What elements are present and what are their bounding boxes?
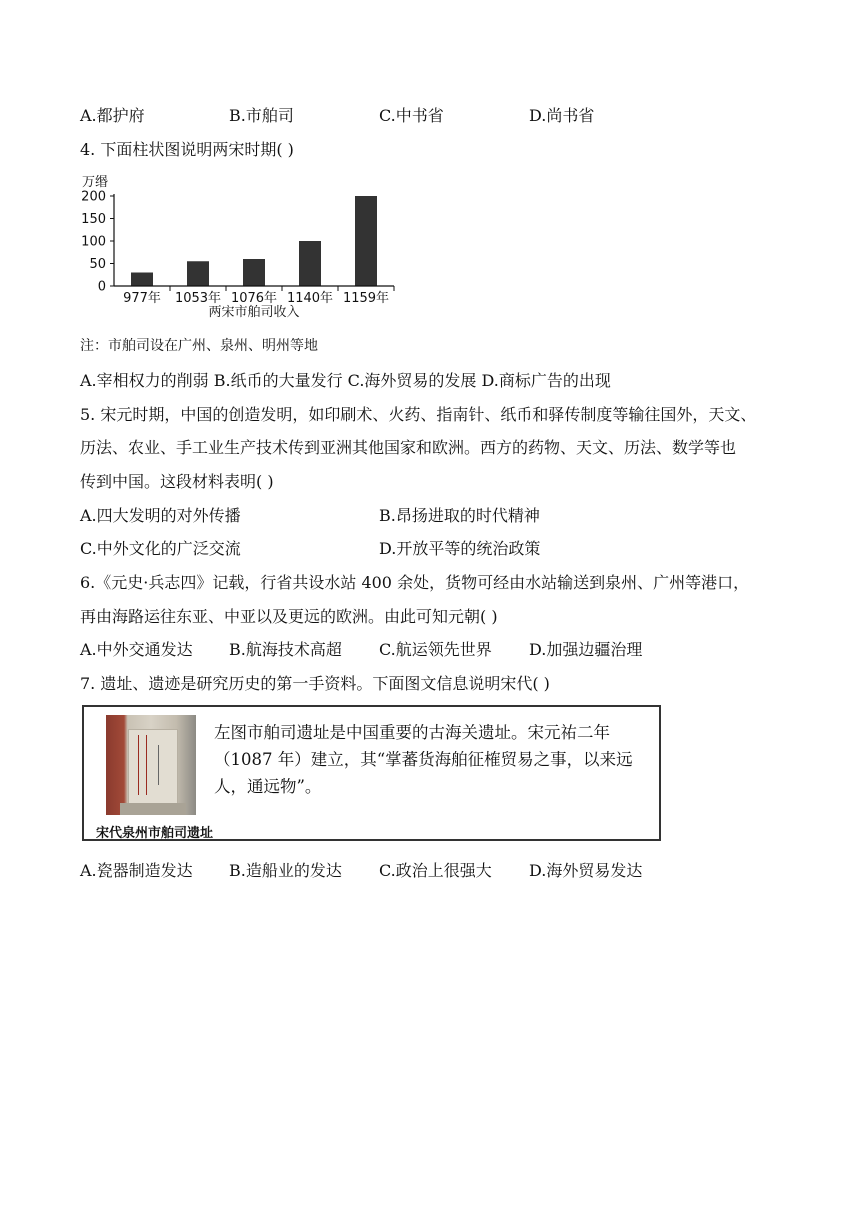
site-photo [106, 715, 196, 815]
x-tick-label: 1159年 [342, 291, 390, 306]
q5-option-a: A.四大发明的对外传播 [80, 506, 241, 525]
q3-option-d: D.尚书省 [529, 106, 595, 125]
q4-stem: 4. 下面柱状图说明两宋时期( ) [80, 140, 294, 159]
q6-option-b: B.航海技术高超 [229, 640, 342, 659]
x-tick-label: 1076年 [230, 291, 278, 306]
photo-caption: 宋代泉州市舶司遗址 [96, 826, 214, 841]
q7-option-c: C.政治上很强大 [379, 861, 492, 880]
q6-option-c: C.航运领先世界 [379, 640, 492, 659]
x-tick-label: 977年 [123, 291, 161, 306]
x-tick-label: 1053年 [174, 291, 222, 306]
q7-option-d: D.海外贸易发达 [529, 861, 643, 880]
q5-option-c: C.中外文化的广泛交流 [80, 539, 241, 558]
x-tick-label: 1140年 [286, 291, 334, 306]
q6-option-d: D.加强边疆治理 [529, 640, 643, 659]
q5-line-1: 5. 宋元时期，中国的创造发明，如印刷术、火药、指南针、纸币和驿传制度等输往国外，天文、 [80, 405, 757, 424]
chart-xlabel: 两宋市舶司收入 [208, 305, 300, 320]
y-tick-label: 150 [81, 212, 106, 227]
y-tick-label: 50 [89, 257, 106, 272]
y-tick-label: 0 [97, 279, 106, 295]
bar [299, 241, 321, 286]
q3-option-c: C.中书省 [379, 106, 444, 125]
q6-option-a: A.中外交通发达 [80, 640, 193, 659]
q6-line-2: 再由海路运往东亚、中亚以及更远的欧洲。由此可知元朝( ) [80, 607, 498, 626]
q3-option-b: B.市舶司 [229, 106, 294, 125]
bar [131, 273, 153, 287]
q3-option-a: A.都护府 [80, 106, 145, 125]
stone-tablet-icon [128, 729, 178, 805]
q7-info-box [82, 705, 661, 841]
bar [355, 196, 377, 286]
q5-line-3: 传到中国。这段材料表明( ) [80, 472, 274, 491]
q7-box-text: 左图市舶司遗址是中国重要的古海关遗址。宋元祐二年（1087 年）建立，其“掌蕃货海舶征榷贸易之事，以来远人，通远物”。 [214, 723, 633, 796]
y-tick-label: 200 [81, 189, 106, 205]
bar [187, 261, 209, 286]
q7-option-b: B.造船业的发达 [229, 861, 342, 880]
q7-option-a: A.瓷器制造发达 [80, 861, 193, 880]
bar-chart [80, 170, 410, 326]
q6-line-1: 6.《元史·兵志四》记载，行省共设水站 400 余处，货物可经由水站输送到泉州、广州等港口， [80, 573, 750, 592]
q5-option-b: B.昂扬进取的时代精神 [379, 506, 540, 525]
y-tick-label: 100 [81, 234, 106, 250]
q5-line-2: 历法、农业、手工业生产技术传到亚洲其他国家和欧洲。西方的药物、天文、历法、数学等也 [80, 438, 737, 457]
q4-note: 注：市舶司设在广州、泉州、明州等地 [80, 338, 318, 354]
q4-options: A.宰相权力的削弱 B.纸币的大量发行 C.海外贸易的发展 D.商标广告的出现 [80, 371, 611, 390]
q5-option-d: D.开放平等的统治政策 [379, 539, 541, 558]
chart-ylabel: 万缗 [82, 175, 109, 190]
q7-stem: 7. 遗址、遗迹是研究历史的第一手资料。下面图文信息说明宋代( ) [80, 674, 550, 693]
bar [243, 259, 265, 286]
